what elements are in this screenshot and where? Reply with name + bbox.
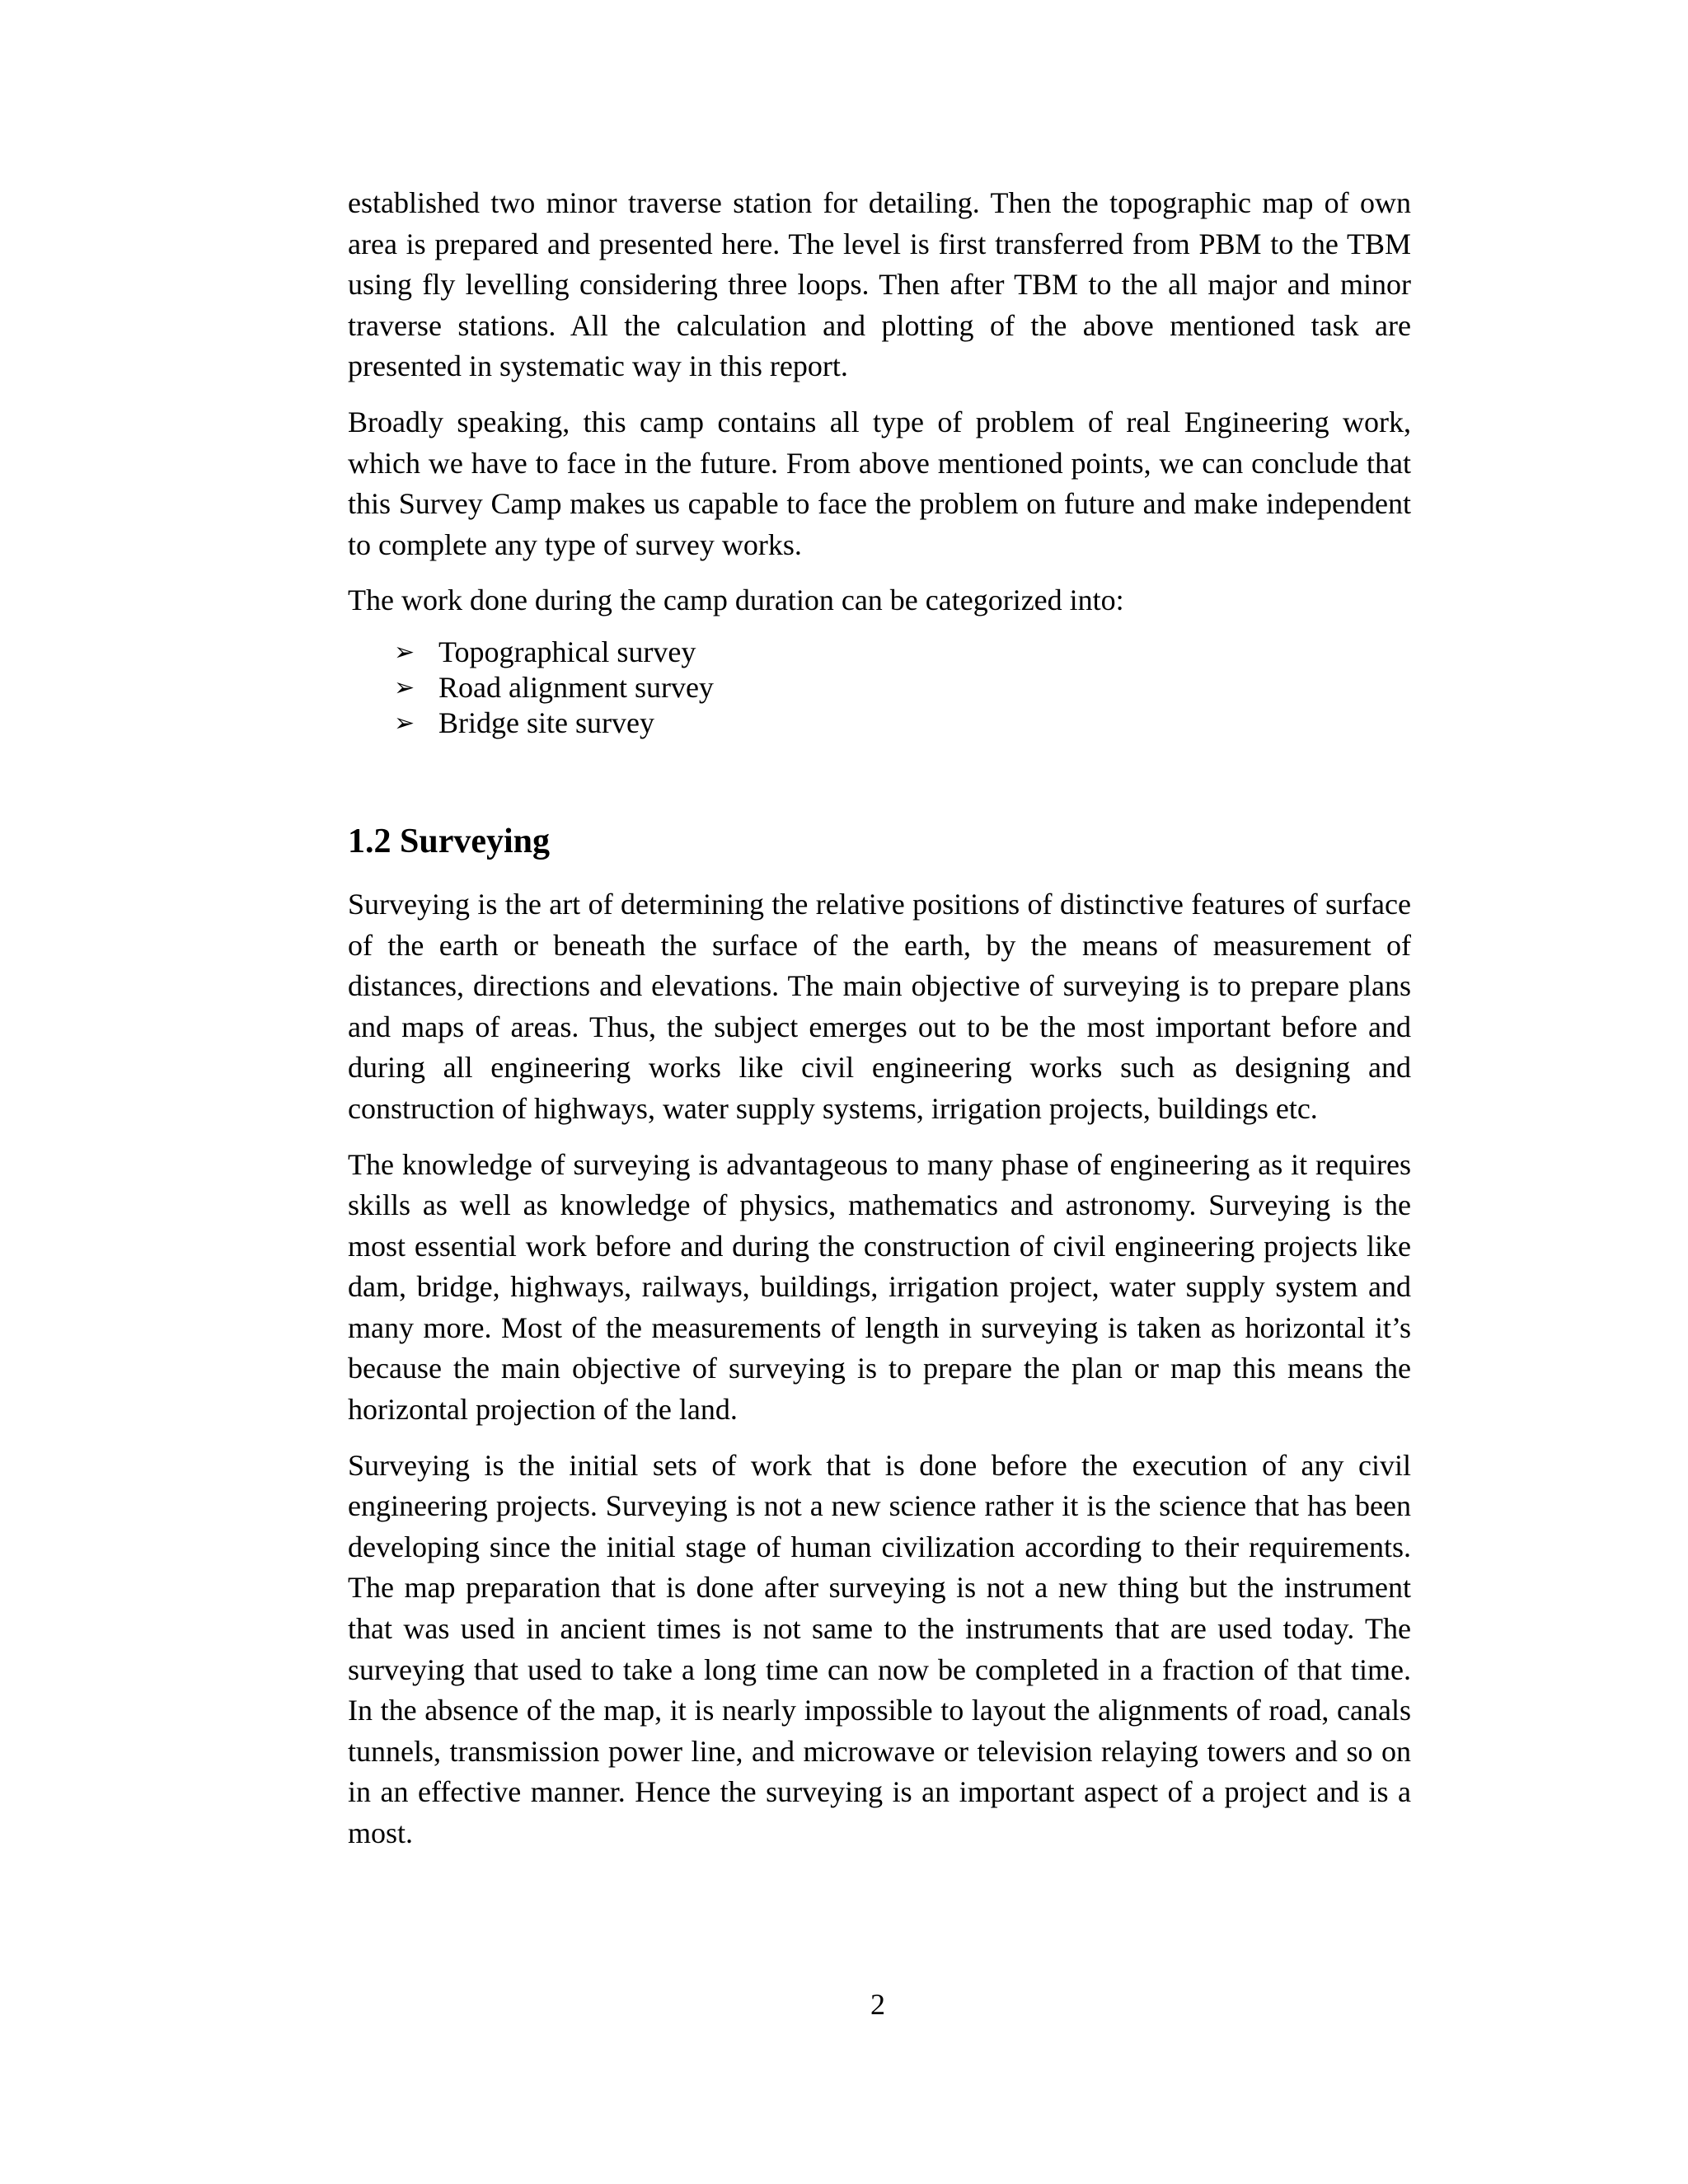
categories-lead: The work done during the camp duration can be categorized into: bbox=[348, 583, 1124, 617]
document-page bbox=[348, 183, 1411, 1854]
section-paragraph-2: The knowledge of surveying is advantageous to many phase of engineering as it requires skills as well as knowledge of physics, mathematics and astronomy. Surveying is the most essential work before and during the construction of civil engineering projects like dam, bridge, highways, railways, buildings, irrigation project, water supply system and many more. Most of the measurements of length in surveying is taken as horizontal it’s because the main objective of surveying is to prepare the plan or map this means the horizontal projection of the land. bbox=[348, 1147, 1411, 1427]
list-item bbox=[348, 670, 1411, 705]
paragraph-gap bbox=[348, 565, 1411, 580]
section-heading: 1.2 Surveying bbox=[348, 822, 551, 860]
arrow-bullet-icon: ➢ bbox=[394, 637, 415, 667]
arrow-bullet-icon: ➢ bbox=[394, 708, 415, 738]
intro-paragraph-2: Broadly speaking, this camp contains all type of problem of real Engineering work, which we have to face in the future. From above mentioned points, we can conclude that this Survey Camp makes us capable to face the problem on future and make independent to complete any type of survey works. bbox=[348, 405, 1411, 561]
section-paragraph-3: Surveying is the initial sets of work that is done before the execution of any civil engineering projects. Surveying is not a new science rather it is the science that has been developing since the initial stage of human civilization according to their requirements. The map preparation that is done after surveying is not a new thing but the instrument that was used in ancient times is not same to the instruments that are used today. The surveying that used to take a long time can now be completed in a fraction of that time. In the absence of the map, it is nearly impossible to layout the alignments of road, canals tunnels, transmission power line, and microwave or television relaying towers and so on in an effective manner. Hence the surveying is an important aspect of a project and is a most. bbox=[348, 1448, 1411, 1849]
page-number: 2 bbox=[870, 1988, 885, 2021]
paragraph-gap bbox=[348, 1431, 1411, 1446]
paragraph-gap bbox=[348, 1130, 1411, 1145]
intro-paragraph-1: established two minor traverse station for detailing. Then the topographic map of own area is prepared and presented here. The level is first transferred from PBM to the TBM using fly levelling considering three loops. Then after TBM to the all major and minor traverse stations. All the calculation and plotting of the above mentioned task are presented in systematic way in this report. bbox=[348, 186, 1411, 383]
list-item-label: Road alignment survey bbox=[438, 670, 714, 704]
paragraph-gap bbox=[348, 387, 1411, 402]
list-item-label: Topographical survey bbox=[438, 635, 696, 668]
list-item bbox=[348, 705, 1411, 741]
section-paragraph-1: Surveying is the art of determining the relative positions of distinctive features of surface of the earth or beneath the surface of the earth, by the means of measurement of distances, directions and elevations. The main objective of surveying is to prepare plans and maps of areas. Thus, the subject emerges out to be the most important before and during all engineering works like civil engineering works such as designing and construction of highways, water supply systems, irrigation projects, buildings etc. bbox=[348, 887, 1411, 1125]
arrow-bullet-icon: ➢ bbox=[394, 673, 415, 702]
category-list bbox=[348, 635, 1411, 741]
list-item-label: Bridge site survey bbox=[438, 705, 654, 739]
list-item bbox=[348, 635, 1411, 670]
